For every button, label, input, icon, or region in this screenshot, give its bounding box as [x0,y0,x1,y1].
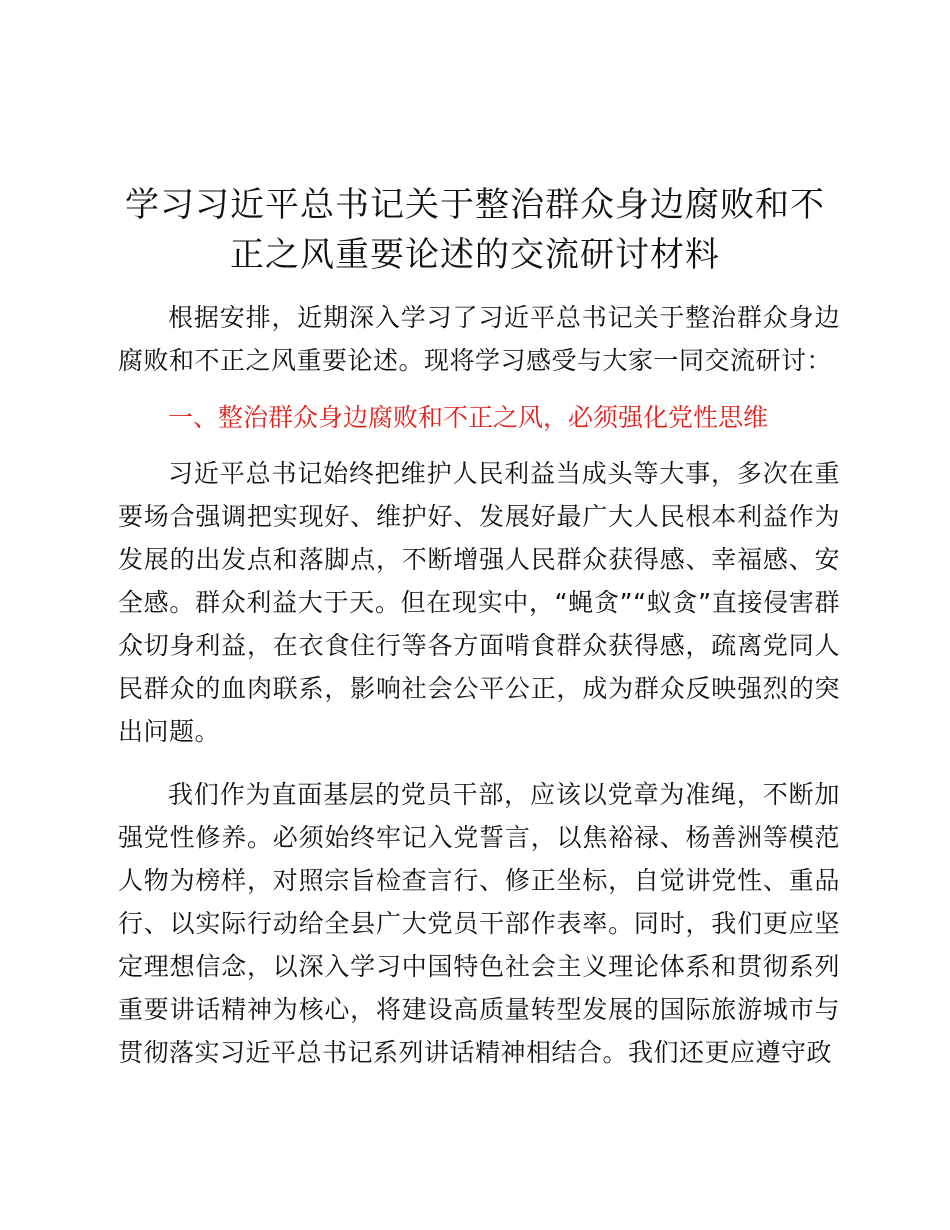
section-heading-1: 一、整治群众身边腐败和不正之风，必须强化党性思维 [168,403,769,432]
intro-paragraph: 根据安排，近期深入学习了习近平总书记关于整治群众身边腐败和不正之风重要论述。现将学习感受与大家一同交流研讨： [118,303,840,375]
body-paragraph-2: 习近平总书记始终把维护人民利益当成头等大事，多次在重要场合强调把实现好、维护好、发展好最广大人民根本利益作为发展的出发点和落脚点，不断增强人民群众获得感、幸福感、安全感。群众利益大于天。但在现实中，“蝇贪”“蚁贪”直接侵害群众切身利益，在衣食住行等各方面啃食群众获得感，疏离党同人民群众的血肉联系，影响社会公平公正，成为群众反映强烈的突出问题。 [118,459,840,746]
body-paragraph-3: 我们作为直面基层的党员干部，应该以党章为准绳，不断加强党性修养。必须始终牢记入党誓言，以焦裕禄、杨善洲等模范人物为榜样，对照宗旨检查言行、修正坐标，自觉讲党性、重品行、以实际行动给全县广大党员干部作表率。同时，我们更应坚定理想信念，以深入学习中国特色社会主义理论体系和贯彻系列重要讲话精神为核心，将建设高质量转型发展的国际旅游城市与贯彻落实习近平总书记系列讲话精神相结合。我们还更应遵守政 [118,780,840,1067]
document-title: 学习习近平总书记关于整治群众身边腐败和不正之风重要论述的交流研讨材料 [125,185,825,275]
